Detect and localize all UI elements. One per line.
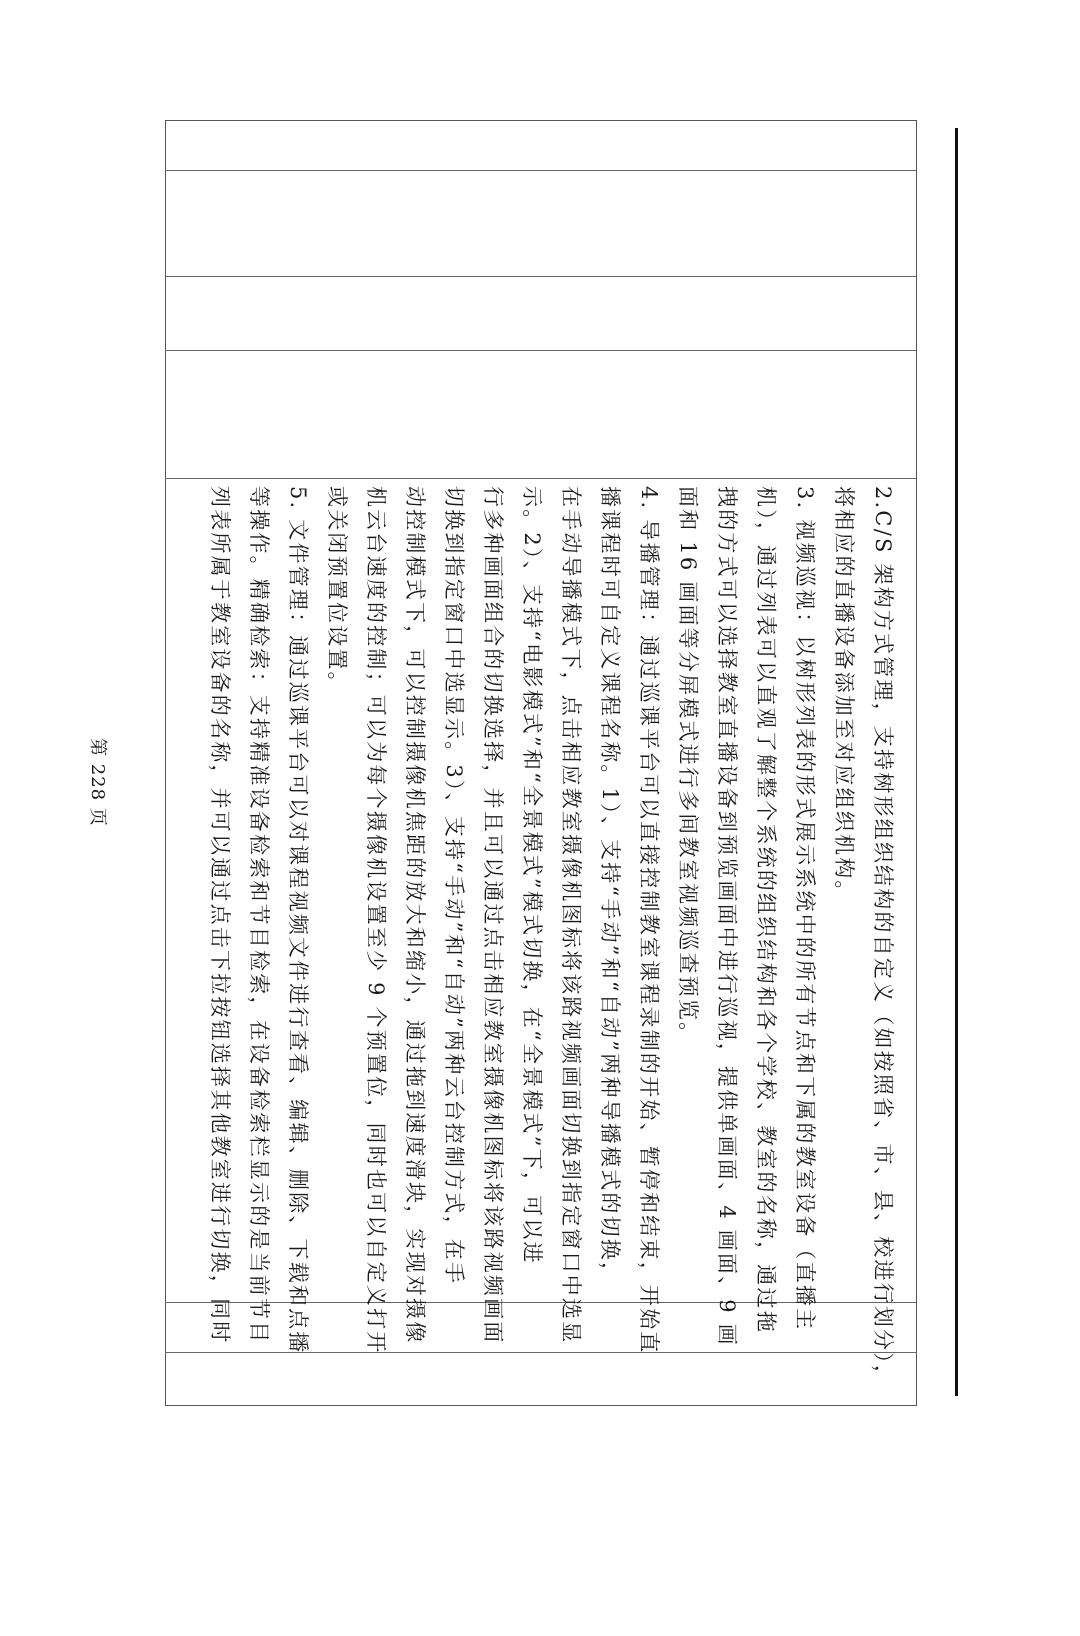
text-line: 列表所属于教室设备的名称，并可以通过点击下拉按钮选择其他教室进行切换，同时 <box>208 486 232 1345</box>
text-line: 3. 视频巡视：以树形列表的形式展示系统中的所有节点和下属的教室设备（直播主 <box>793 486 817 1332</box>
text-line: 在手动导播模式下，点击相应教室摄像机图标将该路视频画面切换到指定窗口中选显 <box>559 486 583 1345</box>
text-line: 将相应的直播设备添加至对应组织机构。 <box>832 486 856 904</box>
text-line: 行多种画面组合的切换选择，并且可以通过点击相应教室摄像机图标将该路视频画面 <box>481 486 505 1345</box>
text-line: 5. 文件管理：通过巡课平台可以对课程视频文件进行查看、编辑、删除、下载和点播 <box>286 486 310 1355</box>
text-line: 4. 导播管理：通过巡课平台可以直接控制教室课程录制的开始、暂停和结束，开始直 <box>637 486 661 1355</box>
page-number-footer: 第 228 页 <box>87 738 108 827</box>
table-row-divider <box>165 478 917 479</box>
text-line: 示。2）、支持“电影模式”和“全景模式”模式切换，在“全景模式”下，可以进 <box>520 486 544 1265</box>
table-row-divider <box>165 276 917 277</box>
text-line: 切换到指定窗口中选显示。3）、支持“手动”和“自动”两种云台控制方式，在手 <box>442 486 466 1286</box>
text-line: 机），通过列表可以直观了解整个系统的组织结构和各个学校、教室的名称，通过拖 <box>754 486 778 1334</box>
text-line: 拽的方式可以选择教室直播设备到预览画面中进行巡视，提供单画面、4 画面、9 画 <box>715 486 739 1347</box>
text-line: 播课程时可自定义课程名称。1）、支持“手动”和“自动”两种导播模式的切换， <box>598 486 622 1286</box>
text-line: 动控制模式下，可以控制摄像机焦距的放大和缩小，通过拖到速度滑块，实现对摄像 <box>403 486 427 1345</box>
text-line: 等操作。精确检索：支持精准设备检索和节目检索，在设备检索栏显示的是当前节目 <box>247 486 271 1345</box>
table-row-divider <box>165 350 917 351</box>
table-row-divider <box>165 170 917 171</box>
text-line: 面和 16 画面等分屏模式进行多间教室视频巡查预览。 <box>676 486 700 1046</box>
text-line: 或关闭预置位设置。 <box>325 486 349 695</box>
text-line: 机云台速度的控制；可以为每个摄像机设置至少 9 个预置位，同时也可以自定义打开 <box>364 486 388 1355</box>
binding-edge-bar <box>955 128 958 1396</box>
text-line: 2.C/S 架构方式管理，支持树形组织结构的自定义（如按照省、市、县、校进行划分）， <box>871 486 895 1389</box>
